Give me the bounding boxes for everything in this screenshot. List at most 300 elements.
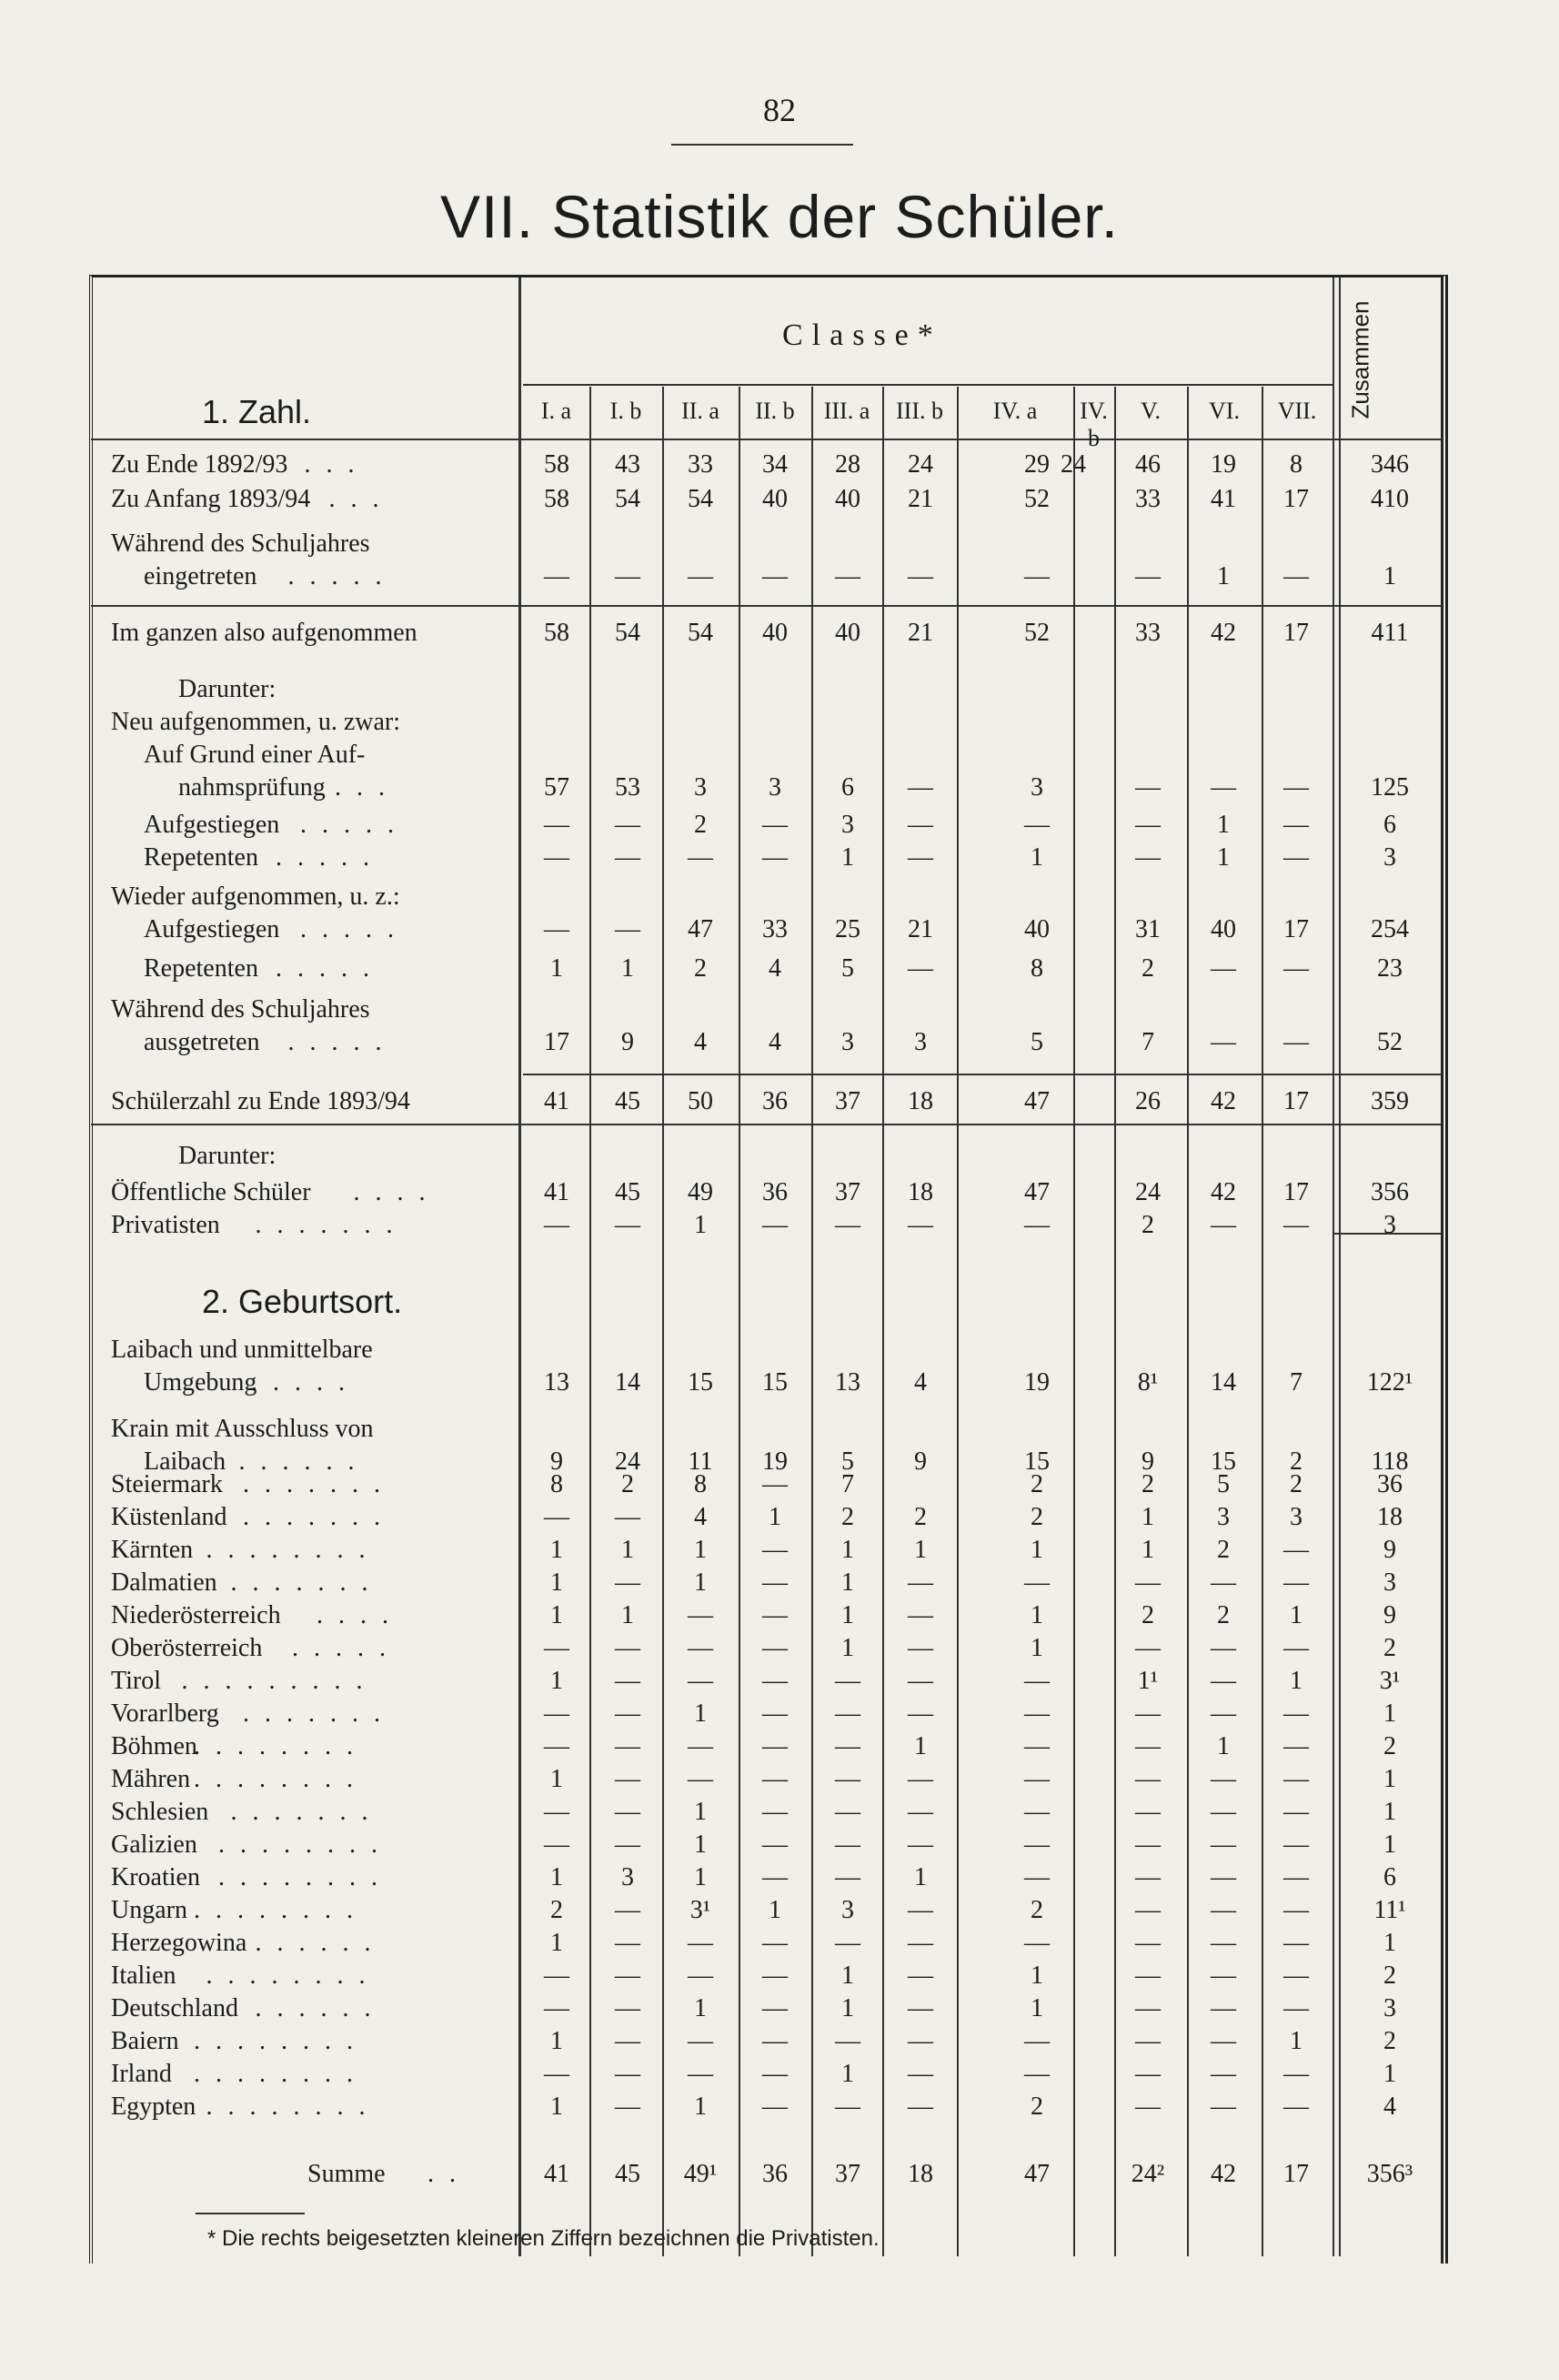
table-cell: — — [1283, 811, 1309, 839]
row-dots: . . . . . . — [255, 1994, 376, 2022]
row-dots: . . . — [304, 450, 359, 479]
table-cell: 1 — [694, 1211, 707, 1239]
table-cell: 54 — [615, 619, 640, 647]
table-cell: 2 — [1383, 1634, 1396, 1662]
table-cell: — — [1024, 562, 1050, 590]
table-cell: 3 — [1290, 1503, 1303, 1531]
table-cell: 17 — [1283, 1178, 1309, 1206]
grid-vline — [589, 387, 591, 2256]
table-cell: 42 — [1211, 619, 1236, 647]
table-cell: 21 — [908, 619, 933, 647]
table-cell: 9 — [1383, 1536, 1396, 1564]
table-cell: — — [615, 1929, 640, 1957]
table-cell: — — [908, 1601, 933, 1629]
table-cell: 6 — [1383, 811, 1396, 839]
column-header: IV. b — [1080, 398, 1108, 451]
table-cell: — — [762, 1601, 788, 1629]
page-title: VII. Statistik der Schüler. — [440, 183, 1119, 250]
table-cell: 411 — [1371, 619, 1409, 647]
grid-vline — [739, 387, 740, 2256]
footnote-rule — [196, 2213, 305, 2214]
table-cell: 1 — [841, 1536, 854, 1564]
row-dots: . . . . . . . . — [206, 1536, 370, 1564]
row-label: nahmsprüfung — [178, 773, 326, 802]
table-cell: — — [1024, 1929, 1050, 1957]
table-cell: 1 — [621, 954, 634, 983]
grid-hline — [91, 605, 1442, 607]
table-cell: — — [1283, 2060, 1309, 2088]
table-cell: 18 — [908, 1087, 933, 1115]
table-cell: 17 — [1283, 915, 1309, 943]
table-cell: — — [1283, 1028, 1309, 1056]
row-label: Schülerzahl zu Ende 1893/94 — [111, 1087, 410, 1115]
table-cell: — — [615, 811, 640, 839]
row-label: Während des Schuljahres — [111, 529, 370, 558]
row-dots: . . . . . . . — [243, 1503, 385, 1531]
row-label: Laibach — [144, 1447, 226, 1476]
row-label: Wieder aufgenommen, u. z.: — [111, 882, 400, 911]
table-cell: 14 — [615, 1368, 640, 1397]
table-cell: 28 — [835, 450, 860, 479]
table-cell: — — [1283, 1798, 1309, 1826]
table-cell: — — [1135, 811, 1161, 839]
table-cell: 40 — [1024, 915, 1050, 943]
table-cell: 2 — [694, 811, 707, 839]
table-cell: — — [908, 1634, 933, 1662]
table-cell: — — [908, 2093, 933, 2121]
zusammen-header — [1332, 293, 1386, 429]
table-cell: — — [1024, 1699, 1050, 1728]
table-cell: 1 — [1031, 1634, 1043, 1662]
row-dots: . . . . . . . . — [194, 1896, 357, 1924]
table-cell: — — [1211, 1994, 1236, 2022]
table-cell: 356 — [1371, 1178, 1409, 1206]
table-cell: 118 — [1371, 1447, 1409, 1476]
table-cell: 52 — [1377, 1028, 1403, 1056]
table-cell: 2 — [1383, 1732, 1396, 1760]
table-cell: 18 — [1377, 1503, 1403, 1531]
table-cell: 1 — [841, 2060, 854, 2088]
table-cell: 1 — [1031, 1994, 1043, 2022]
table-cell: 1 — [914, 1732, 927, 1760]
table-cell: 9 — [621, 1028, 634, 1056]
table-cell: 19 — [1211, 450, 1236, 479]
table-cell: — — [1283, 1536, 1309, 1564]
table-cell: 1 — [1031, 1961, 1043, 1990]
table-cell: — — [1283, 773, 1309, 802]
table-cell: — — [1283, 954, 1309, 983]
table-cell: — — [908, 1568, 933, 1597]
table-cell: 1 — [914, 1863, 927, 1891]
table-cell: — — [615, 2060, 640, 2088]
row-label: Umgebung — [144, 1368, 257, 1397]
row-label: Im ganzen also aufgenommen — [111, 619, 417, 647]
grid-hline — [523, 384, 1333, 386]
row-dots: . . . . . . . . — [218, 1830, 382, 1859]
table-cell: 15 — [1024, 1447, 1050, 1476]
table-cell: 15 — [1211, 1447, 1236, 1476]
table-cell: — — [544, 1699, 569, 1728]
table-cell: 1 — [841, 1634, 854, 1662]
table-cell: — — [762, 1667, 788, 1695]
table-cell: — — [688, 1667, 713, 1695]
table-cell: — — [1024, 1863, 1050, 1891]
table-cell: — — [615, 915, 640, 943]
row-label: Neu aufgenommen, u. zwar: — [111, 708, 400, 736]
table-cell: — — [908, 773, 933, 802]
table-cell: — — [615, 1798, 640, 1826]
zusammen-header-label: Zusammen — [1346, 300, 1374, 419]
table-cell: 2 — [914, 1503, 927, 1531]
table-cell: — — [762, 1536, 788, 1564]
table-cell: — — [1211, 1929, 1236, 1957]
table-cell: 8 — [1031, 954, 1043, 983]
table-cell: 17 — [1283, 485, 1309, 513]
row-dots: . . . . . . . . — [218, 1863, 382, 1891]
table-cell: 1 — [621, 1536, 634, 1564]
row-label: Steiermark — [111, 1470, 223, 1498]
row-label: Herzegowina — [111, 1929, 247, 1957]
table-cell: — — [835, 1798, 860, 1826]
table-cell: 8 — [1290, 450, 1303, 479]
table-cell: 17 — [544, 1028, 569, 1056]
table-cell: — — [835, 1765, 860, 1793]
table-cell: — — [835, 1732, 860, 1760]
table-cell: 29 — [1024, 450, 1050, 479]
table-cell: 1 — [841, 1568, 854, 1597]
table-cell: 14 — [1211, 1368, 1236, 1397]
table-cell: 1 — [550, 1929, 563, 1957]
table-cell: 40 — [762, 619, 788, 647]
table-cell: 3 — [914, 1028, 927, 1056]
grid-vline — [1333, 277, 1334, 2256]
table-cell: 52 — [1024, 619, 1050, 647]
table-cell: — — [1135, 773, 1161, 802]
table-cell: 5 — [1217, 1470, 1230, 1498]
table-cell: 1 — [550, 1863, 563, 1891]
row-label: Öffentliche Schüler — [111, 1178, 311, 1206]
row-dots: . . . . . . . . — [194, 1732, 357, 1760]
summe-cell: 17 — [1283, 2160, 1309, 2188]
table-cell: — — [1283, 1211, 1309, 1239]
summe-cell: 49¹ — [683, 2160, 718, 2188]
grid-vline — [811, 387, 813, 2256]
table-cell: — — [688, 1634, 713, 1662]
row-label: Darunter: — [178, 675, 277, 703]
table-cell: — — [835, 2093, 860, 2121]
table-cell: — — [762, 2093, 788, 2121]
table-cell: 3 — [841, 811, 854, 839]
table-cell: 21 — [908, 915, 933, 943]
table-cell: 3¹ — [689, 1896, 711, 1924]
table-cell: — — [835, 1830, 860, 1859]
table-cell: 3 — [1383, 843, 1396, 872]
table-cell: — — [1135, 1765, 1161, 1793]
table-cell: 1 — [621, 1601, 634, 1629]
table-cell: — — [762, 1830, 788, 1859]
table-cell: — — [908, 2060, 933, 2088]
table-cell: — — [615, 1961, 640, 1990]
summe-cell: 47 — [1024, 2160, 1050, 2188]
table-cell: 1 — [694, 1863, 707, 1891]
table-cell: — — [762, 1994, 788, 2022]
row-label: Deutschland — [111, 1994, 238, 2022]
table-cell: 24 — [615, 1447, 640, 1476]
table-cell: 33 — [688, 450, 713, 479]
table-cell: 1 — [550, 1568, 563, 1597]
table-cell: — — [1211, 773, 1236, 802]
table-cell: 1 — [1142, 1536, 1154, 1564]
row-label: Privatisten — [111, 1211, 220, 1239]
table-cell: — — [908, 1896, 933, 1924]
table-cell: — — [1135, 1961, 1161, 1990]
table-cell: 49 — [688, 1178, 713, 1206]
summe-cell: 36 — [762, 2160, 788, 2188]
row-dots: . . . . . . . — [230, 1798, 373, 1826]
table-cell: — — [1211, 2060, 1236, 2088]
table-cell: 24 — [1061, 450, 1086, 479]
table-cell: — — [615, 1896, 640, 1924]
table-cell: 3 — [1383, 1568, 1396, 1597]
table-cell: 13 — [544, 1368, 569, 1397]
table-cell: — — [1024, 811, 1050, 839]
table-cell: 53 — [615, 773, 640, 802]
column-header: VI. — [1209, 398, 1240, 424]
table-cell: 3 — [1383, 1994, 1396, 2022]
table-cell: 1 — [1142, 1503, 1154, 1531]
row-label: Während des Schuljahres — [111, 995, 370, 1024]
table-cell: 2 — [1290, 1447, 1303, 1476]
table-cell: — — [1211, 1568, 1236, 1597]
table-cell: — — [1211, 1211, 1236, 1239]
table-cell: — — [1283, 1896, 1309, 1924]
table-cell: 43 — [615, 450, 640, 479]
table-cell: 1 — [1290, 1601, 1303, 1629]
row-label: Dalmatien — [111, 1568, 217, 1597]
table-cell: — — [1283, 1732, 1309, 1760]
row-label: Italien — [111, 1961, 176, 1990]
table-cell: 1 — [1290, 1667, 1303, 1695]
row-label: eingetreten — [144, 562, 257, 590]
table-cell: 23 — [1377, 954, 1403, 983]
column-header: I. a — [540, 398, 572, 424]
table-cell: 2 — [1031, 1896, 1043, 1924]
column-header: I. b — [609, 398, 642, 424]
row-label: Kärnten — [111, 1536, 194, 1564]
table-cell: 4 — [694, 1503, 707, 1531]
summe-cell: 24² — [1131, 2160, 1165, 2188]
table-cell: 3 — [694, 773, 707, 802]
table-cell: — — [762, 1568, 788, 1597]
table-cell: 1 — [694, 2093, 707, 2121]
table-cell: 52 — [1024, 485, 1050, 513]
table-cell: 26 — [1135, 1087, 1161, 1115]
table-cell: 2 — [1142, 1211, 1154, 1239]
table-cell: 31 — [1135, 915, 1161, 943]
table-cell: 54 — [688, 619, 713, 647]
row-label: Zu Anfang 1893/94 — [111, 485, 311, 513]
table-cell: 2 — [694, 954, 707, 983]
page-number: 82 — [763, 92, 796, 128]
table-cell: — — [615, 1211, 640, 1239]
table-cell: — — [1283, 1765, 1309, 1793]
table-cell: 4 — [769, 1028, 781, 1056]
table-cell: — — [1283, 1830, 1309, 1859]
table-cell: 3 — [841, 1896, 854, 1924]
table-cell: — — [688, 562, 713, 590]
table-cell: 254 — [1371, 915, 1409, 943]
row-label: Aufgestiegen — [144, 915, 280, 943]
table-cell: — — [1024, 1765, 1050, 1793]
table-cell: — — [1135, 2060, 1161, 2088]
table-cell: — — [1211, 1830, 1236, 1859]
grid-hline — [91, 439, 1442, 440]
table-cell: 1 — [1383, 1798, 1396, 1826]
column-header: VII. — [1277, 398, 1317, 424]
table-cell: 42 — [1211, 1087, 1236, 1115]
table-cell: 1 — [1031, 1536, 1043, 1564]
row-label: Niederösterreich — [111, 1601, 281, 1629]
table-cell: — — [762, 2060, 788, 2088]
table-cell: 1 — [1383, 1929, 1396, 1957]
table-cell: — — [1211, 1667, 1236, 1695]
table-cell: 7 — [1290, 1368, 1303, 1397]
table-cell: 34 — [762, 450, 788, 479]
table-cell: 5 — [1031, 1028, 1043, 1056]
table-cell: — — [1135, 843, 1161, 872]
row-label: Zu Ende 1892/93 — [111, 450, 288, 479]
table-cell: — — [1211, 1699, 1236, 1728]
row-label: Irland — [111, 2060, 172, 2088]
table-cell: — — [762, 811, 788, 839]
table-cell: — — [762, 562, 788, 590]
table-cell: 122¹ — [1366, 1368, 1413, 1397]
table-cell: — — [762, 843, 788, 872]
table-cell: 15 — [762, 1368, 788, 1397]
table-cell: — — [688, 1732, 713, 1760]
table-cell: 40 — [835, 619, 860, 647]
table-cell: 33 — [1135, 619, 1161, 647]
table-cell: 8 — [550, 1470, 563, 1498]
table-cell: — — [615, 1568, 640, 1597]
table-cell: — — [1211, 1798, 1236, 1826]
table-cell: 3 — [1217, 1503, 1230, 1531]
table-cell: — — [1211, 1765, 1236, 1793]
table-cell: 41 — [544, 1178, 569, 1206]
table-cell: 21 — [908, 485, 933, 513]
table-cell: — — [835, 562, 860, 590]
summe-cell: 45 — [615, 2160, 640, 2188]
table-cell: 47 — [1024, 1178, 1050, 1206]
row-dots: . . . . . — [276, 843, 374, 872]
table-cell: — — [615, 1830, 640, 1859]
table-cell: — — [544, 1732, 569, 1760]
row-dots: . . . . . — [276, 954, 374, 983]
table-cell: 1 — [841, 1601, 854, 1629]
table-cell: — — [908, 1961, 933, 1990]
table-cell: 1 — [550, 954, 563, 983]
table-cell: 36 — [1377, 1470, 1403, 1498]
grid-hline — [91, 1124, 1442, 1125]
row-label: Böhmen — [111, 1732, 197, 1760]
table-cell: — — [1024, 1667, 1050, 1695]
table-cell: 58 — [544, 485, 569, 513]
grid-vline — [1187, 387, 1189, 2256]
row-dots: . . . . . . . . — [206, 1961, 370, 1990]
table-cell: 6 — [1383, 1863, 1396, 1891]
table-cell: 1 — [550, 1667, 563, 1695]
table-cell: 37 — [835, 1087, 860, 1115]
table-cell: — — [1135, 1568, 1161, 1597]
table-cell: 2 — [1031, 1503, 1043, 1531]
table-cell: 9 — [550, 1447, 563, 1476]
table-cell: 1 — [1290, 2027, 1303, 2055]
table-cell: — — [908, 1765, 933, 1793]
table-cell: — — [835, 1211, 860, 1239]
table-cell: 1 — [694, 1568, 707, 1597]
table-cell: 2 — [1290, 1470, 1303, 1498]
table-cell: 1 — [550, 1536, 563, 1564]
table-cell: 1 — [914, 1536, 927, 1564]
table-cell: — — [835, 1863, 860, 1891]
table-cell: 2 — [550, 1896, 563, 1924]
row-label: Oberösterreich — [111, 1634, 263, 1662]
table-cell: 2 — [1031, 2093, 1043, 2121]
table-cell: 41 — [1211, 485, 1236, 513]
table-cell: 11¹ — [1373, 1896, 1406, 1924]
table-cell: 58 — [544, 619, 569, 647]
table-cell: 2 — [1383, 2027, 1396, 2055]
table-cell: 8¹ — [1137, 1368, 1159, 1397]
summe-cell: 41 — [544, 2160, 569, 2188]
table-cell: — — [544, 811, 569, 839]
table-cell: — — [1135, 1863, 1161, 1891]
row-label: Krain mit Ausschluss von — [111, 1415, 374, 1443]
table-cell: 4 — [1383, 2093, 1396, 2121]
row-label: Tirol — [111, 1667, 162, 1695]
table-cell: — — [835, 1699, 860, 1728]
row-dots: . . . . . — [287, 1028, 387, 1056]
table-cell: — — [615, 1634, 640, 1662]
row-label: Ungarn — [111, 1896, 187, 1924]
row-dots: . . . . — [353, 1178, 430, 1206]
table-cell: — — [544, 1994, 569, 2022]
table-cell: 1 — [694, 1798, 707, 1826]
table-cell: 1 — [1383, 1830, 1396, 1859]
table-cell: — — [1135, 2093, 1161, 2121]
table-cell: — — [1135, 1994, 1161, 2022]
table-cell: 1 — [694, 1830, 707, 1859]
grid-vline — [1073, 387, 1075, 2256]
table-cell: 25 — [835, 915, 860, 943]
table-cell: 19 — [762, 1447, 788, 1476]
table-cell: — — [762, 1634, 788, 1662]
table-cell: 42 — [1211, 1178, 1236, 1206]
table-cell: — — [1283, 1699, 1309, 1728]
summe-dots: . . — [427, 2160, 460, 2188]
summe-label: Summe — [307, 2160, 386, 2188]
table-cell: 41 — [544, 1087, 569, 1115]
column-header: V. — [1141, 398, 1161, 424]
grid-vline — [1262, 387, 1263, 2256]
table-cell: — — [1135, 1699, 1161, 1728]
table-cell: 4 — [769, 954, 781, 983]
table-cell: 5 — [841, 954, 854, 983]
row-dots: . . . . . . . — [243, 1699, 385, 1728]
table-cell: — — [1135, 562, 1161, 590]
table-cell: 37 — [835, 1178, 860, 1206]
table-cell: — — [1135, 1634, 1161, 1662]
